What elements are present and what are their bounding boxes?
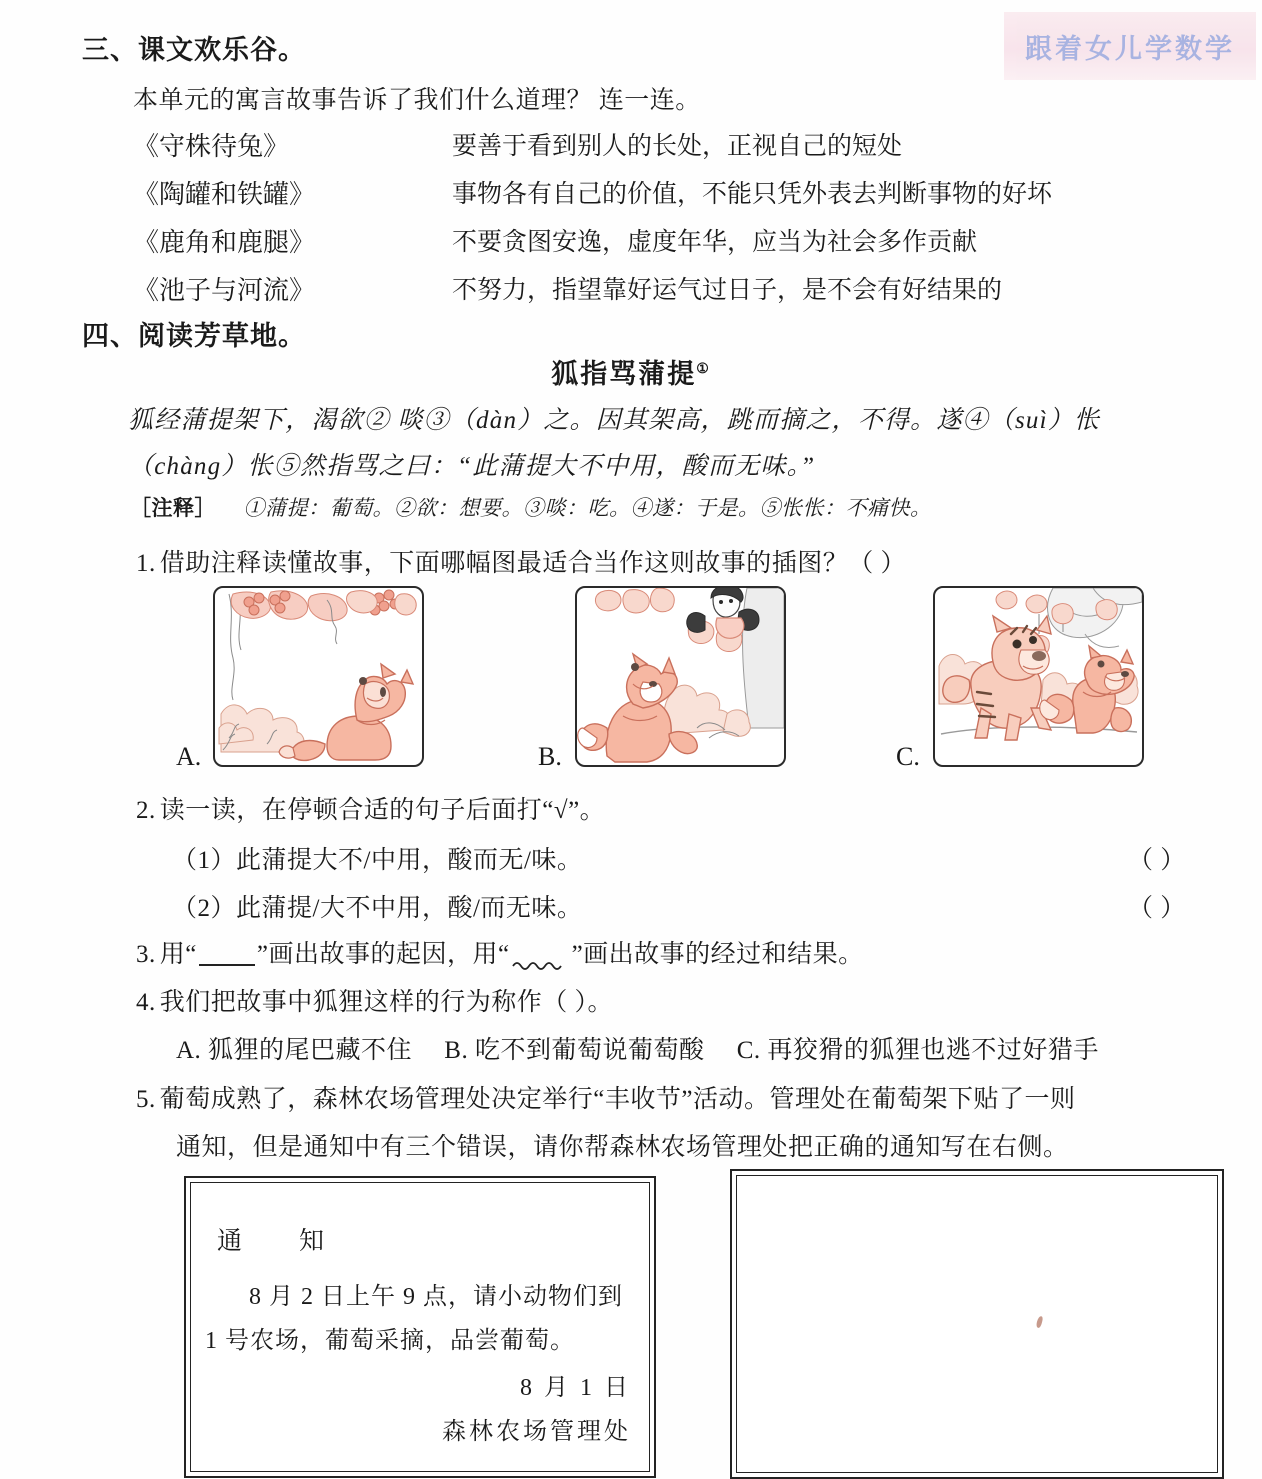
notice-title: 通 知 (217, 1228, 341, 1255)
question-5 (136, 1079, 1075, 1115)
notice-body-line-2: 1 号农场，葡萄采摘，品尝葡萄。 (205, 1328, 575, 1354)
question-3 (136, 934, 864, 970)
article-title-footnote-marker: ① (696, 360, 711, 376)
illustration-label-a: A. (176, 742, 202, 771)
match-right-item-2[interactable]: 事物各有自己的价值，不能只凭外表去判断事物的好坏 (452, 181, 1053, 208)
notice-date: 8 月 1 日 (520, 1375, 631, 1401)
question-4-number: 4. (136, 989, 156, 1016)
fox-and-fairy-illustration (577, 588, 784, 765)
match-right-item-4[interactable]: 不努力，指望靠好运气过日子，是不会有好结果的 (452, 277, 1003, 304)
question-5-number: 5. (136, 1086, 156, 1113)
match-right-item-1[interactable]: 要善于看到别人的长处，正视自己的短处 (452, 133, 903, 160)
notes-label: ［注释］ (130, 497, 216, 520)
illustration-option-b[interactable] (575, 586, 786, 767)
question-3-part-c: ”画出故事的经过和结果。 (571, 941, 864, 968)
question-4-options[interactable]: A. 狐狸的尾巴藏不住 B. 吃不到葡萄说葡萄酸 C. 再狡猾的狐狸也逃不过好猎手 (176, 1037, 1099, 1064)
sample-notice-inner (190, 1182, 650, 1472)
illustration-row (0, 584, 1262, 774)
notice-body-line-1: 8 月 2 日上午 9 点，请小动物们到 (249, 1284, 623, 1310)
article-notes (130, 492, 932, 522)
notice-signature: 森林农场管理处 (442, 1419, 631, 1445)
question-1-number: 1. (136, 550, 156, 577)
illustration-option-a[interactable] (213, 586, 424, 767)
wavy-underline-mark (512, 956, 570, 970)
article-passage (128, 398, 1218, 490)
sample-notice-box (184, 1176, 656, 1478)
straight-underline-mark (199, 964, 255, 966)
fox-under-vine-illustration (215, 588, 422, 765)
question-3-number: 3. (136, 941, 156, 968)
match-left-item-4[interactable]: 《池子与河流》 (133, 276, 316, 305)
article-title-text: 狐指骂蒲提 (551, 359, 697, 389)
question-2-sub-1[interactable]: （1）此蒲提大不/中用，酸而无/味。 (172, 847, 583, 874)
illustration-option-c[interactable] (933, 586, 1144, 767)
illustration-label-b: B. (538, 742, 562, 771)
tiger-and-fox-illustration (935, 588, 1142, 765)
question-3-part-a: 用“ (159, 941, 197, 968)
question-2-text[interactable]: 读一读，在停顿合适的句子后面打“√”。 (159, 797, 606, 824)
question-1 (136, 543, 906, 579)
match-left-item-2[interactable]: 《陶罐和铁罐》 (133, 180, 316, 209)
article-title (0, 352, 1262, 391)
question-5-line-1: 葡萄成熟了，森林农场管理处决定举行“丰收节”活动。管理处在葡萄架下贴了一则 (159, 1086, 1076, 1113)
article-passage-line-1: 狐经蒲提架下，渴欲② 啖③（dàn）之。因其架高，跳而摘之，不得。遂④（suì）怅 (128, 407, 1101, 434)
answer-notice-box[interactable] (730, 1169, 1224, 1479)
question-2 (136, 790, 605, 826)
question-4-text[interactable]: 我们把故事中狐狸这样的行为称作（ ）。 (159, 989, 614, 1016)
section-4-heading: 四、阅读芳草地。 (82, 321, 306, 351)
section-3-heading: 三、课文欢乐谷。 (82, 35, 306, 65)
question-3-part-b: ”画出故事的起因，用“ (256, 941, 510, 968)
paper-speck (1036, 1316, 1044, 1329)
question-2-sub-1-answer-parens[interactable]: （ ） (1128, 847, 1186, 874)
article-passage-line-2: （chàng）怅⑤然指骂之曰：“此蒲提大不中用，酸而无味。” (128, 453, 816, 480)
notes-text: ①蒲提：葡萄。②欲：想要。③啖：吃。④遂：于是。⑤怅怅：不痛快。 (243, 496, 932, 520)
question-1-text[interactable]: 借助注释读懂故事，下面哪幅图最适合当作这则故事的插图？（ ） (159, 550, 907, 577)
illustration-label-c: C. (896, 742, 920, 771)
answer-notice-inner[interactable] (736, 1175, 1218, 1473)
match-left-item-3[interactable]: 《鹿角和鹿腿》 (133, 228, 316, 257)
match-right-item-3[interactable]: 不要贪图安逸，虚度年华，应当为社会多作贡献 (452, 229, 978, 256)
question-2-number: 2. (136, 797, 156, 824)
watermark-logo: 跟着女儿学数学 (1004, 12, 1256, 80)
question-5-line-2: 通知，但是通知中有三个错误，请你帮森林农场管理处把正确的通知写在右侧。 (176, 1134, 1069, 1161)
match-left-item-1[interactable]: 《守株待兔》 (133, 132, 290, 161)
section-3-prompt: 本单元的寓言故事告诉了我们什么道理？ 连一连。 (133, 87, 701, 114)
question-4 (136, 982, 613, 1018)
question-2-sub-2-answer-parens[interactable]: （ ） (1128, 895, 1186, 922)
question-2-sub-2[interactable]: （2）此蒲提/大不中用，酸/而无味。 (172, 895, 583, 922)
